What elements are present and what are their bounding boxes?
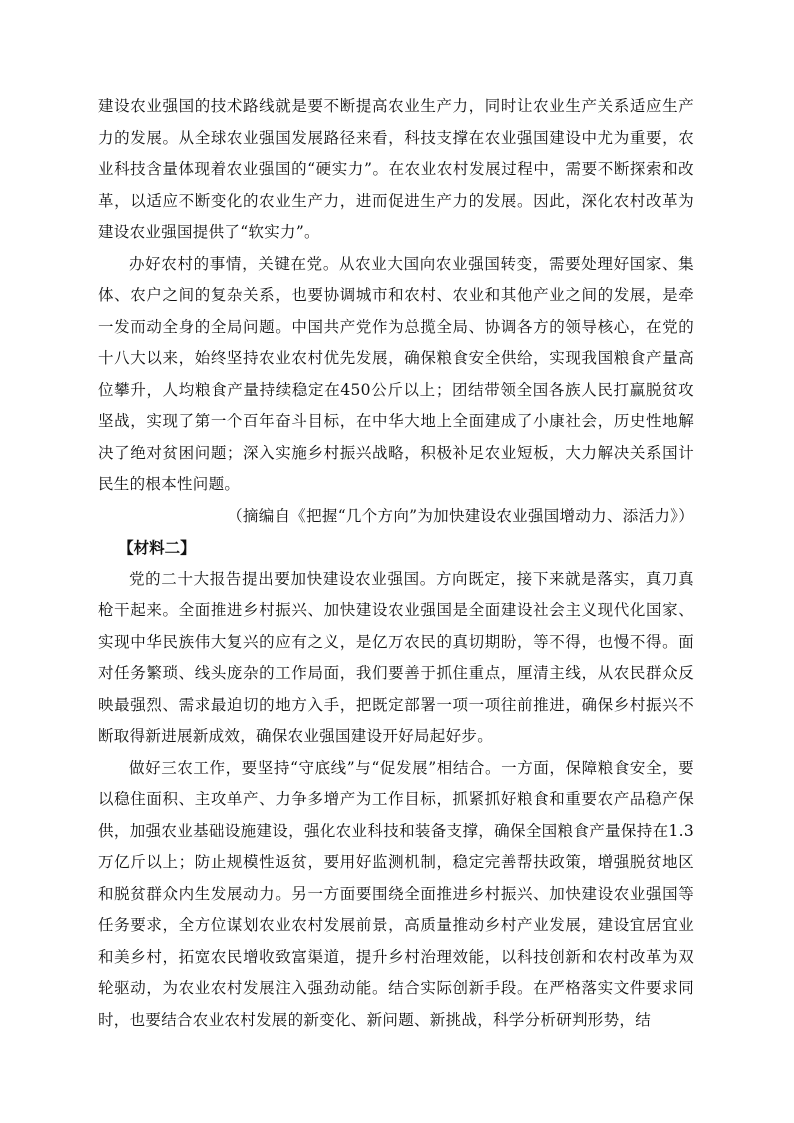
source-citation: （摘编自《把握“几个方向”为加快建设农业强国增动力、添活力》）	[227, 506, 694, 525]
paragraph-1: 建设农业强国的技术路线就是要不断提高农业生产力，同时让农业生产关系适应生产力的发展。从全球农业强国发展路径来看，科技支撑在农业强国建设中尤为重要，农业科技含量体现着农业强国的“硬实力”。在农业农村发展过程中，需要不断探索和改革，以适应不断变化的农业生产力，进而促进生产力的发展。因此，深化农村改革为建设农业强国提供了“软实力”。	[98, 97, 694, 241]
document-body	[98, 91, 694, 1036]
paragraph-4: 做好三农工作，要坚持“守底线”与“促发展”相结合。一方面，保障粮食安全，要以稳住面积、主攻单产、力争多增产为工作目标，抓紧抓好粮食和重要农产品稳产保供，加强农业基础设施建设，强化农业科技和装备支撑，确保全国粮食产量保持在1.3万亿斤以上；防止规模性返贫，要用好监测机制，稳定完善帮扶政策，增强脱贫地区和脱贫群众内生发展动力。另一方面要围绕全面推进乡村振兴、加快建设农业强国等任务要求，全方位谋划农业农村发展前景，高质量推动乡村产业发展，建设宜居宜业和美乡村，拓宽农民增收致富渠道，提升乡村治理效能，以科技创新和农村改革为双轮驱动，为农业农村发展注入强劲动能。结合实际创新手段。在严格落实文件要求同时，也要结合农业农村发展的新变化、新问题、新挑战，科学分析研判形势，结	[98, 758, 694, 1029]
paragraph-3: 党的二十大报告提出要加快建设农业强国。方向既定，接下来就是落实，真刀真枪干起来。全面推进乡村振兴、加快建设农业强国是全面建设社会主义现代化国家、实现中华民族伟大复兴的应有之义，是亿万农民的真切期盼，等不得，也慢不得。面对任务繁琐、线头庞杂的工作局面，我们要善于抓住重点，厘清主线，从农民群众反映最强烈、需求最迫切的地方入手，把既定部署一项一项往前推进，确保乡村振兴不断取得新进展新成效，确保农业强国建设开好局起好步。	[98, 569, 694, 745]
section-heading-material-2: 【材料二】	[118, 538, 196, 557]
paragraph-2: 办好农村的事情，关键在党。从农业大国向农业强国转变，需要处理好国家、集体、农户之间的复杂关系，也要协调城市和农村、农业和其他产业之间的发展，是牵一发而动全身的全局问题。中国共产党作为总揽全局、协调各方的领导核心，在党的十八大以来，始终坚持农业农村优先发展，确保粮食安全供给，实现我国粮食产量高位攀升，人均粮食产量持续稳定在450公斤以上；团结带领全国各族人民打赢脱贫攻坚战，实现了第一个百年奋斗目标，在中华大地上全面建成了小康社会，历史性地解决了绝对贫困问题；深入实施乡村振兴战略，积极补足农业短板，大力解决关系国计民生的根本性问题。	[98, 254, 694, 493]
